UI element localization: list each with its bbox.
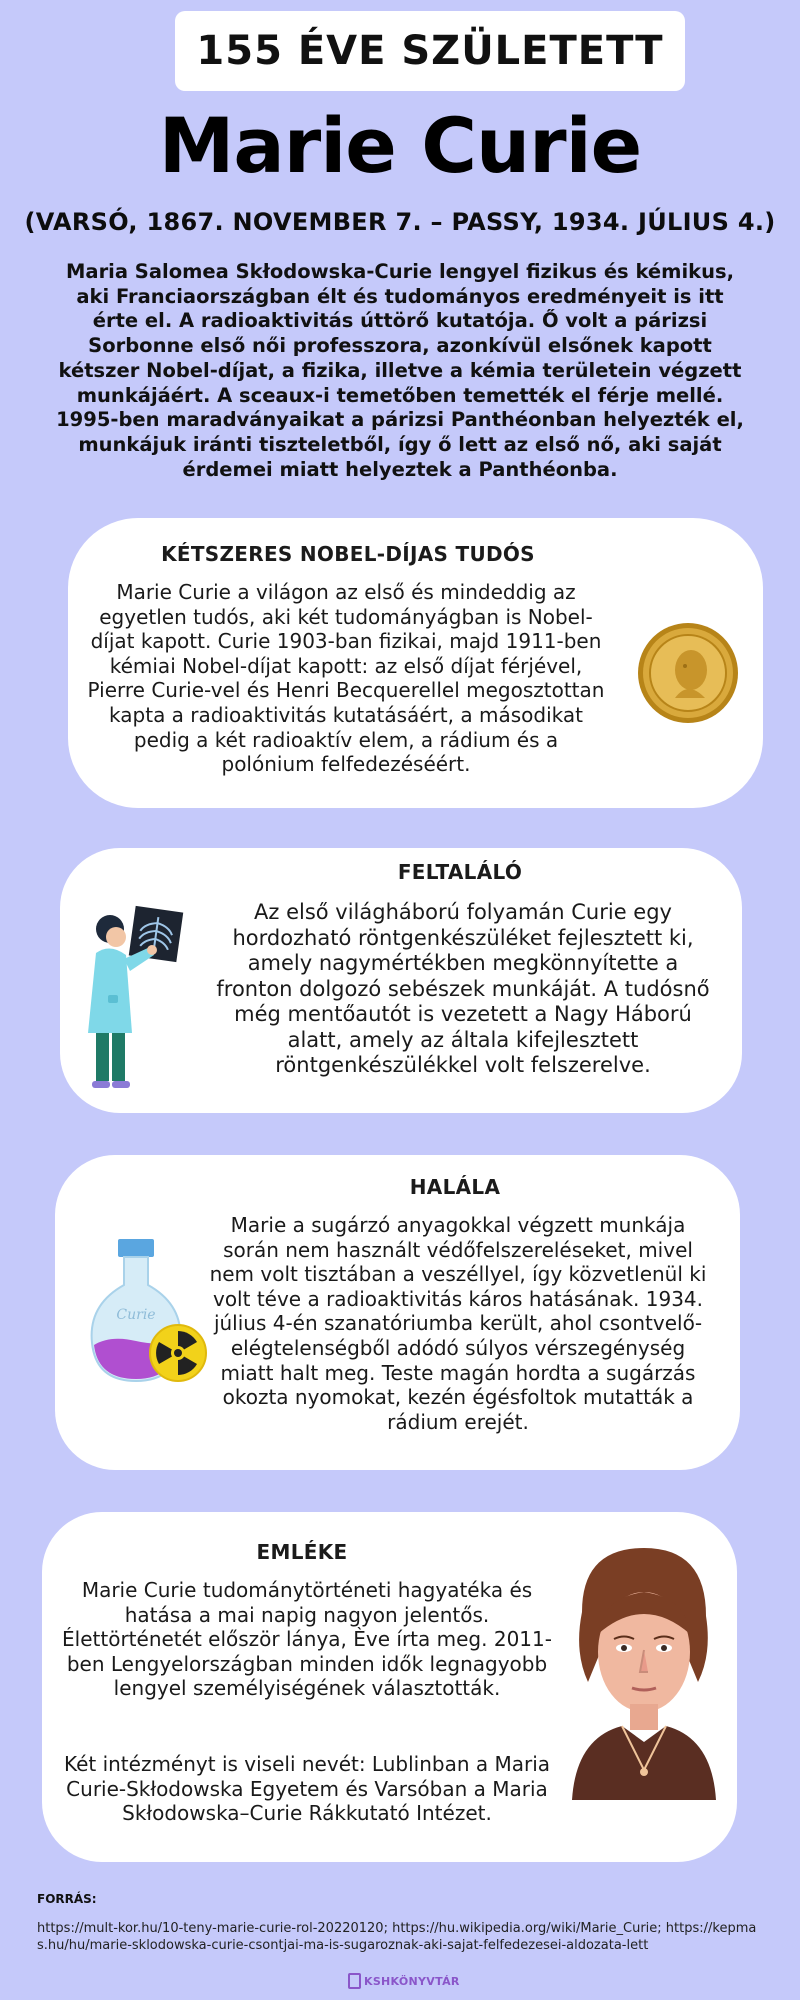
nobel-title: KÉTSZERES NOBEL-DÍJAS TUDÓS [161,542,535,566]
life-dates: (VARSÓ, 1867. NOVEMBER 7. – PASSY, 1934. JÚLIUS 4.) [24,208,776,236]
logo-mark-icon [348,1973,361,1989]
nobel-medal-icon [633,618,743,728]
death-text: Marie a sugárzó anyagokkal végzett munkája során nem használt védőfelszereléseket, mivel nem volt tisztában a veszéllyel, így közvetlenül ki volt téve a radioaktivitás káros hatásának. 1934. július 4-én szanatóriumba került, ahol csontvelő-elégtelenségből adódó súlyos vérszegénység miatt halt meg. Teste magán hordta a sugárzás okozta nyomokat, kezén égésfoltok mutatták a rádium erejét. [209,1213,707,1434]
kshkonyvtar-logo [348,1973,460,1989]
sources-text: https://mult-kor.hu/10-teny-marie-curie-rol-20220120; https://hu.wikipedia.org/wiki/Marie_Curie; https://kepmas.hu/hu/marie-sklodowska-curie-csontjai-ma-is-sugaroznak-aki-sajat-felfedezesei-aldozata-lett [37,1921,757,1953]
inventor-text: Az első világháború folyamán Curie egy hordozható röntgenkészüléket fejlesztett ki, amely nagymértékben megkönnyítette a fronton dolgozó sebészek munkáját. A tudósnő még mentőautót is vezetett a Nagy Háború alatt, amely az általa kifejlesztett röntgenkészülékkel volt felszerelve. [216,900,710,1077]
legacy-title: EMLÉKE [256,1540,348,1564]
scientist-xray-illustration [80,903,200,1113]
page-title: Marie Curie [158,101,642,190]
marie-curie-portrait [552,1542,732,1802]
intro-paragraph: Maria Salomea Skłodowska-Curie lengyel fizikus és kémikus, aki Franciaországban élt és tudományos eredményeit is itt érte el. A radioaktivitás úttörő kutatója. Ő volt a párizsi Sorbonne első női professzora, azonkívül elsőnek kapott kétszer Nobel-díjat, a fizika, illetve a kémia területein végzett munkájáért. A sceaux-i temetőben temették el férje mellé. 1995-ben maradványaikat a párizsi Panthéonban helyezték el, munkájuk iránti tiszteletből, így ő lett az első nő, aki saját érdemei miatt helyeztek a Panthéonba. [56,260,744,481]
logo-text: KSHKÖNYVTÁR [364,1974,460,1988]
legacy-text-1: Marie Curie tudománytörténeti hagyatéka és hatása a mai napig nagyon jelentős. Élettörténetét először lánya, Ève írta meg. 2011-ben Lengyelországban minden idők legnagyobb lengyel személyiségének választották. [62,1578,552,1701]
nobel-text: Marie Curie a világon az első és mindeddig az egyetlen tudós, aki két tudományágban is Nobel-díjat kapott. Curie 1903-ban fizikai, majd 1911-ben kémiai Nobel-díjat kapott: az első díjat férjével, Pierre Curie-vel és Henri Becquerellel megosztottan kapta a radioaktivitás kutatásáért, a másodikat pedig a két radioaktív elem, a rádium és a polónium felfedezéséért. [87,580,605,777]
legacy-text-2: Két intézményt is viseli nevét: Lublinban a Maria Curie-Skłodowska Egyetem és Varsóban a Maria Skłodowska–Curie Rákkutató Intézet. [63,1752,551,1826]
legacy-card [42,1512,737,1862]
inventor-card [60,848,742,1113]
flask-label: Curie [116,1307,156,1323]
badge-text: 155 ÉVE SZÜLETETT [196,28,664,74]
death-title: HALÁLA [409,1175,501,1199]
anniversary-badge [175,11,685,91]
death-card [55,1155,740,1470]
radioactive-flask-icon [80,1235,210,1395]
sources-label: FORRÁS: [37,1892,97,1906]
nobel-card [68,518,763,808]
inventor-title: FELTALÁLÓ [397,860,523,884]
